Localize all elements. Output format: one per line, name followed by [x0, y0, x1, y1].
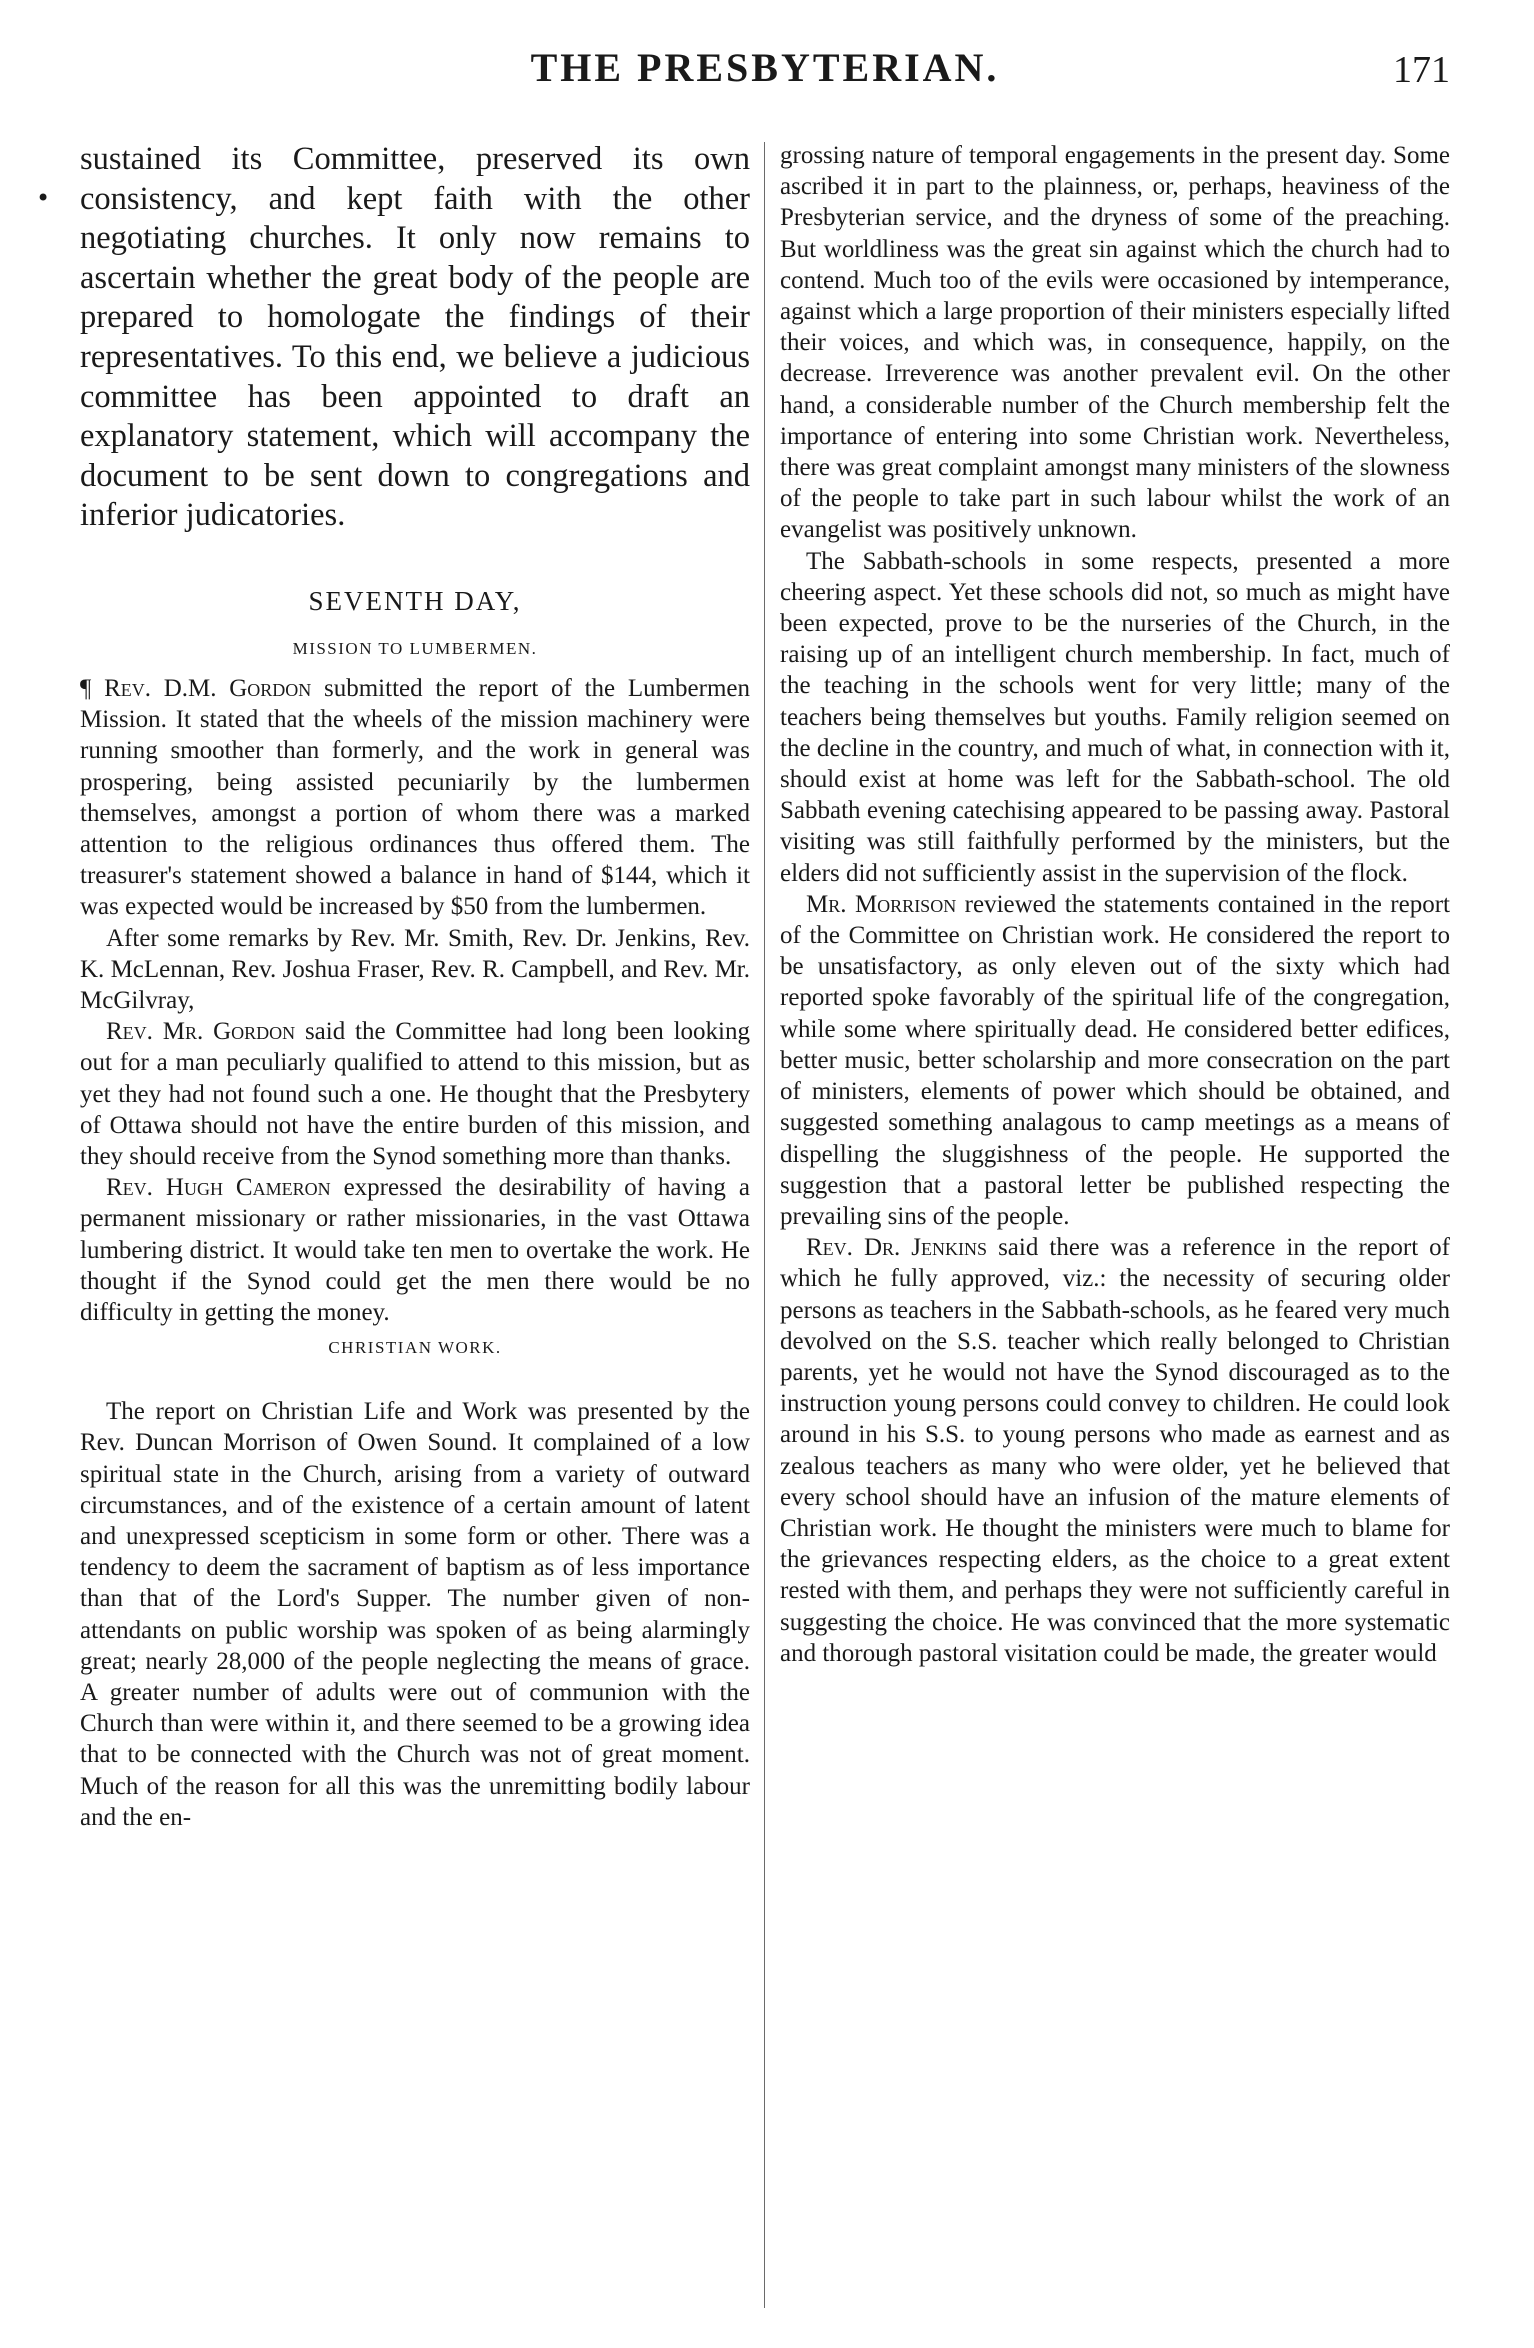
publication-title: THE PRESBYTERIAN. — [530, 45, 1000, 90]
subheading-mission-to-lumbermen: MISSION TO LUMBERMEN. — [292, 638, 538, 658]
paragraph-continued: grossing nature of temporal engagements in the present day. Some ascribed it in part to the plainness, or, perhaps, heaviness of the Presbyterian service, and the dryness of some of the preaching. But worldliness was the great sin against which the church had to contend. Much too of the evils were occasioned by intemperance, against which a large proportion of their ministers especially lifted their voices, and which was, in consequence, happily, on the decrease. Irreverence was another prevalent evil. On the other hand, a considerable number of the Church membership felt the importance of entering into some Christian work. Nevertheless, there was great complaint amongst many ministers of the slowness of the people to take part in such labour whilst the work of an evangelist was positively unknown. — [780, 142, 1450, 544]
margin-bullet: • — [36, 184, 51, 212]
speaker-name: Rev. Hugh Cameron — [106, 1174, 331, 1202]
paragraph-text: said there was a reference in the report of which he fully approved, viz.: the necessity of securing older persons as teachers in the Sabbath-schools, as he feared very much devolved on the S.S. teacher which really belonged to Christian parents, yet he would not have the Synod discouraged as to the instruction young persons could convey to children. He could look around in his S.S. to young persons who made as earnest and as zealous teachers as many who were older, yet he believed that every school should have an infusion of the mature elements of Christian work. He thought the ministers were much to blame for the grievances respecting elders, as the choice to a great extent rested with them, and perhaps they were not sufficiently careful in suggesting the choice. He was convinced that the more systematic and thorough pastoral visitation could be made, the greater would — [780, 1234, 1450, 1667]
paragraph-jenkins — [780, 1232, 1450, 1669]
page-number: 171 — [1393, 49, 1450, 91]
pointing-mark: ¶ — [80, 674, 92, 702]
speaker-name: Rev. Dr. Jenkins — [806, 1234, 988, 1262]
paragraph-cameron — [80, 1172, 750, 1328]
paragraph-text: said the Committee had long been looking out for a man peculiarly qualified to attend to this mission, but as yet they had not found such a one. He thought that the Presbytery of Ottawa should not have the entire burden of this mission, and they should receive from the Synod something more than thanks. — [80, 1018, 750, 1170]
running-head — [80, 44, 1450, 104]
section-heading-seventh-day: SEVENTH DAY, — [308, 585, 522, 616]
paragraph-text: submitted the report of the Lumbermen Mission. It stated that the wheels of the mission machinery were running smoother than formerly, and the work in general was prospering, being assisted pecuniarily by the lumbermen themselves, amongst a portion of whom there was a marked attention to the religious ordinances thus offered them. The treasurer's statement showed a balance in hand of $144, which it was expected would be increased by $50 from the lumbermen. — [80, 674, 751, 921]
speaker-name: Mr. Morrison — [806, 890, 957, 918]
speaker-name: Rev. Mr. Gordon — [106, 1018, 296, 1046]
column-divider — [764, 142, 765, 2308]
opening-paragraph: sustained its Committee, preserved its own consistency, and kept faith with the other negotiating churches. It only now remains to ascertain whether the great body of the people are prepared to homologate the findings of their representatives. To this end, we believe a judicious committee has been appointed to draft an explanatory statement, which will accompany the document to be sent down to congregations and inferior judicatories. — [80, 141, 750, 534]
speaker-name: Rev. D.M. Gordon — [104, 674, 312, 702]
paragraph-sabbath-schools: The Sabbath-schools in some respects, presented a more cheering aspect. Yet these schools did not, so much as might have been expected, prove to be the nurseries of the Church, in the raising up of an intelligent church membership. In fact, much of the teaching in the schools went for very little; many of the teachers being themselves but youths. Family religion seemed on the decline in the country, and much of what, in connection with it, should exist at home was left for the Sabbath-school. The old Sabbath evening catechising appeared to be passing away. Pastoral visiting was still faithfully performed by the ministers, but the elders did not sufficiently assist in the supervision of the flock. — [780, 547, 1450, 887]
paragraph-gordon-remarks — [80, 1016, 750, 1172]
paragraph-christian-life-report: The report on Christian Life and Work was presented by the Rev. Duncan Morrison of Owen Sound. It complained of a low spiritual state in the Church, arising from a variety of outward circumstances, and of the existence of a certain amount of latent and unexpressed scepticism in some form or other. There was a tendency to deem the sacrament of baptism as of less importance than that of the Lord's Supper. The number given of non-attendants on public worship was spoken of as being alarmingly great; nearly 28,000 of the people neglecting the means of grace. A greater number of adults were out of communion with the Church than were within it, and there seemed to be a growing idea that to be connected with the Church was not of great moment. Much of the reason for all this was the unremitting bodily labour and the en- — [80, 1398, 750, 1831]
left-column — [80, 140, 750, 2308]
right-column — [780, 140, 1450, 2308]
subheading-christian-work: CHRISTIAN WORK. — [328, 1338, 502, 1358]
paragraph-gordon-report — [80, 673, 750, 923]
paragraph-remarks: After some remarks by Rev. Mr. Smith, Rev. Dr. Jenkins, Rev. K. McLennan, Rev. Joshua Fraser, Rev. R. Campbell, and Rev. Mr. McGilvray, — [80, 924, 750, 1014]
paragraph-morrison — [780, 889, 1450, 1232]
paragraph-text: reviewed the statements contained in the report of the Committee on Christian work. He considered the report to be unsatisfactory, as only eleven out of the sixty which had reported spoke favorably of the spiritual life of the congregation, while some where spiritually dead. He considered better edifices, better music, better scholarship and more consecration on the part of ministers, elements of power which should be obtained, and suggested something analagous to camp meetings as a means of dispelling the sluggishness of the people. He supported the suggestion that a pastoral letter be published respecting the prevailing sins of the people. — [780, 890, 1451, 1230]
paragraph-text: expressed the desirability of having a permanent missionary or rather missionaries, in the vast Ottawa lumbering district. It would take ten men to overtake the work. He thought if the Synod could get the men there would be no difficulty in getting the money. — [80, 1174, 750, 1326]
